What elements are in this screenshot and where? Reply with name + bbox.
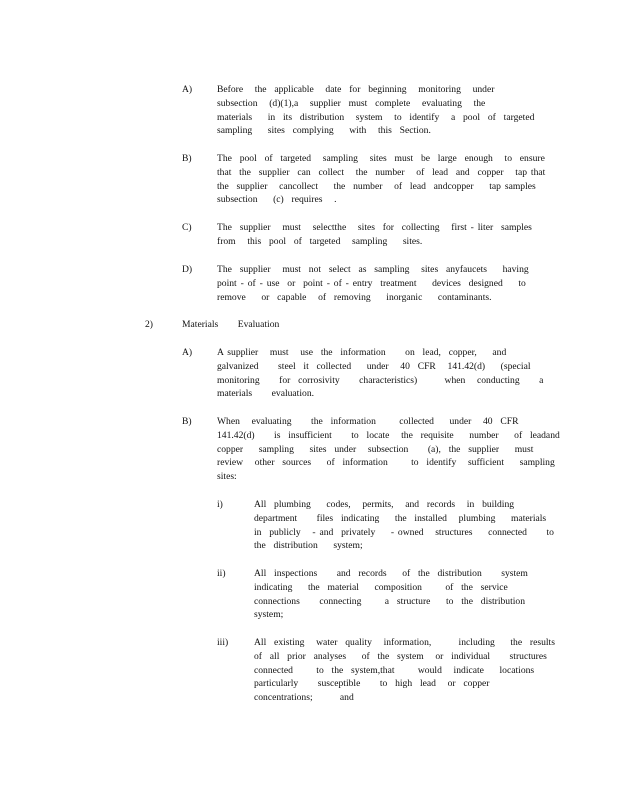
text-line: remove or capable of removing inorganic contaminants. xyxy=(217,291,492,303)
text-line: particularly susceptible to high lead or copper xyxy=(254,678,490,690)
text-line: that the supplier can collect the number of lead and copper tap that xyxy=(217,166,546,178)
text-line: The supplier must selectthe sites for collecting first - liter samples xyxy=(217,222,532,233)
text-line: subsection (c) requires . xyxy=(217,194,337,206)
text-line: the supplier cancollect the number of lead andcopper tap samples xyxy=(217,180,536,192)
text-line: connections connecting a structure to the distribution xyxy=(254,595,526,607)
text-line: indicating the material composition of the service xyxy=(254,581,508,593)
text-line: copper sampling sites under subsection (a), the supplier must xyxy=(217,443,534,455)
text-line: sites: xyxy=(217,471,237,483)
subitem-label: iii) xyxy=(217,637,229,648)
text-line: The supplier must not select as sampling sites anyfaucets having xyxy=(217,264,529,275)
text-line: materials evaluation. xyxy=(217,388,315,400)
paragraph xyxy=(217,83,534,138)
paragraph xyxy=(254,498,554,553)
paragraph xyxy=(217,263,529,304)
section-heading xyxy=(182,318,279,332)
item-label: D) xyxy=(182,264,193,275)
text-line: subsection (d)(1),a supplier must complete evaluating the xyxy=(217,97,486,109)
section-number: 2) xyxy=(145,319,153,330)
text-line: point - of - use or point - of - entry treatment devices designed to xyxy=(217,277,526,289)
paragraph xyxy=(217,152,545,207)
text-line: All plumbing codes, permits, and records in building xyxy=(254,499,515,510)
paragraph xyxy=(217,415,560,484)
text-line: department files indicating the installed plumbing materials xyxy=(254,512,547,524)
text-line: review other sources of information to identify sufficient sampling xyxy=(217,457,555,469)
text-line: system; xyxy=(254,609,284,621)
paragraph xyxy=(254,636,555,705)
item-label: B) xyxy=(182,416,192,427)
text-line: concentrations; and xyxy=(254,692,354,704)
text-line: All inspections and records of the distribution system xyxy=(254,568,528,579)
paragraph xyxy=(254,567,528,622)
item-label: A) xyxy=(182,84,193,95)
text-line: monitoring for corrosivity characteristics) when conducting a xyxy=(217,374,544,386)
text-line: A supplier must use the information on lead, copper, and xyxy=(217,347,507,358)
paragraph xyxy=(217,221,532,249)
text-line: the distribution system; xyxy=(254,540,363,552)
item-label: A) xyxy=(182,347,193,358)
heading-text: Materials Evaluation xyxy=(182,319,280,330)
text-line: galvanized steel it collected under 40 CFR 141.42(d) (special xyxy=(217,360,531,372)
text-line: materials in its distribution system to identify a pool of targeted xyxy=(217,111,535,123)
text-line: connected to the system,that would indicate locations xyxy=(254,664,535,676)
text-line: Before the applicable date for beginning monitoring under xyxy=(217,84,495,95)
text-line: in publicly - and privately - owned structures connected to xyxy=(254,526,554,538)
text-line: from this pool of targeted sampling sites. xyxy=(217,235,423,247)
text-line: sampling sites complying with this Section. xyxy=(217,125,431,137)
paragraph xyxy=(217,346,543,401)
item-label: B) xyxy=(182,153,192,164)
text-line: When evaluating the information collected under 40 CFR xyxy=(217,416,519,427)
subitem-label: i) xyxy=(217,499,223,510)
text-line: The pool of targeted sampling sites must be large enough to ensure xyxy=(217,153,545,164)
subitem-label: ii) xyxy=(217,568,226,579)
item-label: C) xyxy=(182,222,192,233)
text-line: 141.42(d) is insufficient to locate the requisite number of leadand xyxy=(217,429,560,441)
text-line: All existing water quality information, including the results xyxy=(254,637,555,648)
text-line: of all prior analyses of the system or individual structures xyxy=(254,650,547,662)
